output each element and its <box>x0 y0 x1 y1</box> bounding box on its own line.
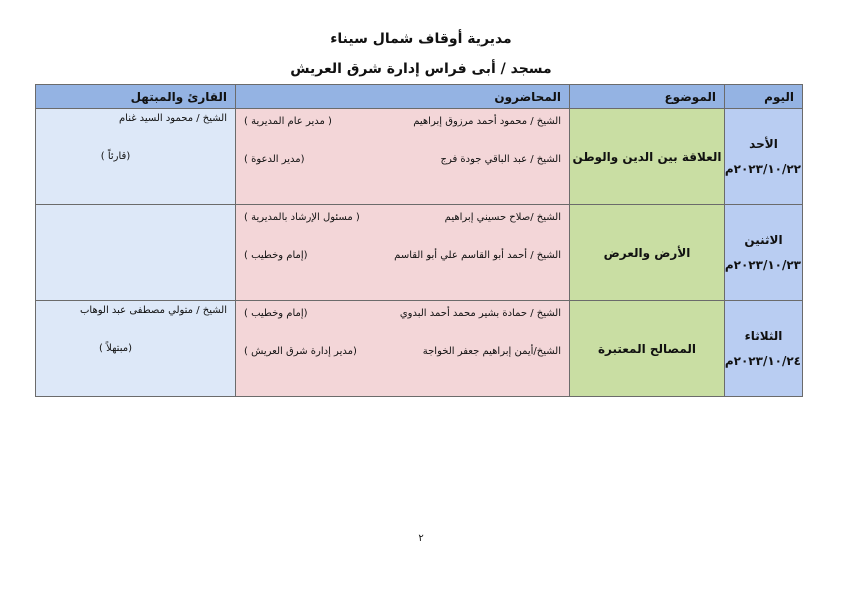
lecturer-role: ( مدير عام المديرية ) <box>244 115 332 127</box>
table-row <box>36 205 803 301</box>
lecturers-cell <box>236 205 570 301</box>
header-row <box>36 85 803 109</box>
day-date: ٢٠٢٣/١٠/٢٤م <box>724 353 801 368</box>
reader-role: (قارئاً ) <box>100 151 131 162</box>
lecturer-entry <box>244 247 561 263</box>
day-name: الأحد <box>749 136 778 151</box>
table-row <box>36 109 803 205</box>
day-name: الاثنين <box>744 232 783 247</box>
page-number: ٢ <box>418 533 424 544</box>
reader-cell <box>36 301 236 397</box>
column-header-reader: القارئ والمبتهل <box>36 85 236 109</box>
lecturer-name: الشيخ / محمود أحمد مرزوق إبراهيم <box>413 115 561 127</box>
topic-cell: العلاقة بين الدين والوطن <box>570 109 725 205</box>
lecturer-name: الشيخ / أحمد أبو القاسم علي أبو القاسم <box>394 249 561 261</box>
lecturer-entry <box>244 343 561 359</box>
day-cell <box>725 205 803 301</box>
reader-cell <box>36 109 236 205</box>
column-header-lecturers: المحاضرون <box>236 85 570 109</box>
day-cell <box>725 301 803 397</box>
lecturer-role: (مدير الدعوة ) <box>244 153 305 165</box>
directorate-title: مديرية أوقاف شمال سيناء <box>330 31 512 47</box>
lecturer-entry <box>244 209 561 225</box>
lecturer-role: (إمام وخطيب ) <box>244 249 308 261</box>
lecturer-entry <box>244 151 561 167</box>
lecturer-name: الشيخ /صلاح حسيني إبراهيم <box>444 211 561 223</box>
day-cell <box>725 109 803 205</box>
reader-name: الشيخ / متولي مصطفى عبد الوهاب <box>80 305 227 316</box>
day-name: الثلاثاء <box>744 328 783 343</box>
lecturer-name: الشيخ / عبد الباقي جودة فرج <box>440 153 561 165</box>
lecturer-entry <box>244 305 561 321</box>
table-row <box>36 301 803 397</box>
mosque-title: مسجد / أبى فراس إدارة شرق العريش <box>290 61 552 77</box>
day-date: ٢٠٢٣/١٠/٢٣م <box>724 257 801 272</box>
lecturer-entry <box>244 113 561 129</box>
topic-cell: المصالح المعتبرة <box>570 301 725 397</box>
lecturer-role: (مدير إدارة شرق العريش ) <box>244 345 357 357</box>
schedule-table <box>35 84 803 397</box>
lecturer-name: الشيخ / حمادة بشير محمد أحمد البدوي <box>399 307 561 319</box>
lecturers-cell <box>236 109 570 205</box>
lecturers-cell <box>236 301 570 397</box>
lecturer-role: ( مسئول الإرشاد بالمديرية ) <box>244 211 360 223</box>
lecturer-name: الشيخ/أيمن إبراهيم جعفر الخواجة <box>422 345 561 357</box>
day-date: ٢٠٢٣/١٠/٢٢م <box>724 161 801 176</box>
reader-name: الشيخ / محمود السيد غنام <box>118 113 227 124</box>
reader-role <box>44 247 227 263</box>
reader-cell <box>36 205 236 301</box>
reader-role: (مبتهلاً ) <box>99 343 132 354</box>
topic-cell: الأرض والعرض <box>570 205 725 301</box>
column-header-day: اليوم <box>725 85 803 109</box>
column-header-topic: الموضوع <box>570 85 725 109</box>
lecturer-role: (إمام وخطيب ) <box>244 307 308 319</box>
reader-name <box>44 209 227 225</box>
